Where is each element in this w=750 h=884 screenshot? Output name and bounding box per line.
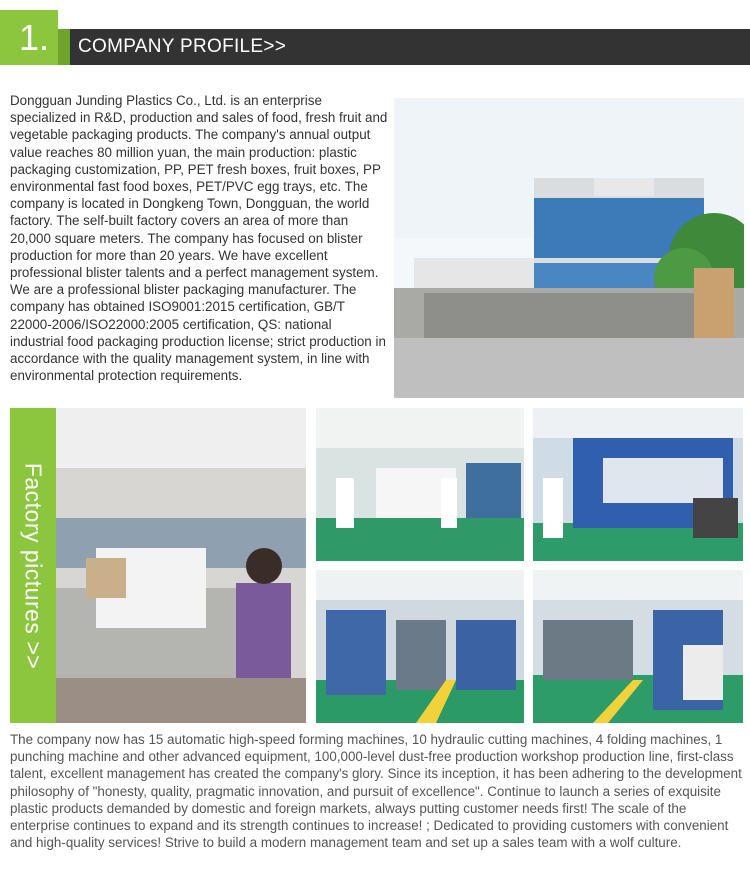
factory-building-photo [394,98,744,398]
company-equipment-text: The company now has 15 automatic high-speed forming machines, 10 hydraulic cutting machines, 4 folding machines, 1 punching machine and other advanced equipment, 100,000-level dust-free production workshop production line, first-class talent, excellent management has created the company's glory. Since its inception, it has been adhering to the development philosophy of "honesty, quality, pragmatic innovation, and pursuit of excellence". Continue to launch a series of exquisite plastic products demanded by domestic and foreign markets, always putting customer needs first! The scale of the enterprise continues to expand and its strength continues to increase! ; Dedicated to providing customers with convenient and high-quality services! Strive to build a modern management team and set up a sales team with a wolf culture. [10,732,742,851]
section-title: COMPANY PROFILE>> [78,36,287,57]
section-number: 1. [18,17,50,58]
section-number-stripe [58,29,70,65]
forming-machine-photo [533,408,743,561]
workshop-photo-large [56,408,306,723]
production-line-photo-1 [316,570,524,723]
factory-pictures-label-text: Factory pictures >> [20,462,47,670]
company-intro-text: Dongguan Junding Plastics Co., Ltd. is an enterprise specialized in R&D, production and sales of food, fresh fruit and vegetable packaging products. The company's annual output value reaches 80 million yuan, the main production: plastic packaging customization, PP, PET fresh boxes, fruit boxes, PP environmental fast food boxes, PET/PVC egg trays, etc. The company is located in Dongkeng Town, Dongguan, the world factory. The self-built factory covers an area of more than 20,000 square meters. The company has focused on blister production for more than 20 years. We have excellent professional blister talents and a perfect management system. We are a professional blister packaging manufacturer. The company has obtained ISO9001:2015 certification, GB/T 22000-2006/ISO22000:2005 certification, QS: national industrial food packaging production license; strict production in accordance with the quality management system, in line with environmental protection requirements. [10,93,388,384]
factory-pictures-label [10,408,56,723]
clean-room-photo [316,408,524,561]
production-line-photo-2 [533,570,743,723]
